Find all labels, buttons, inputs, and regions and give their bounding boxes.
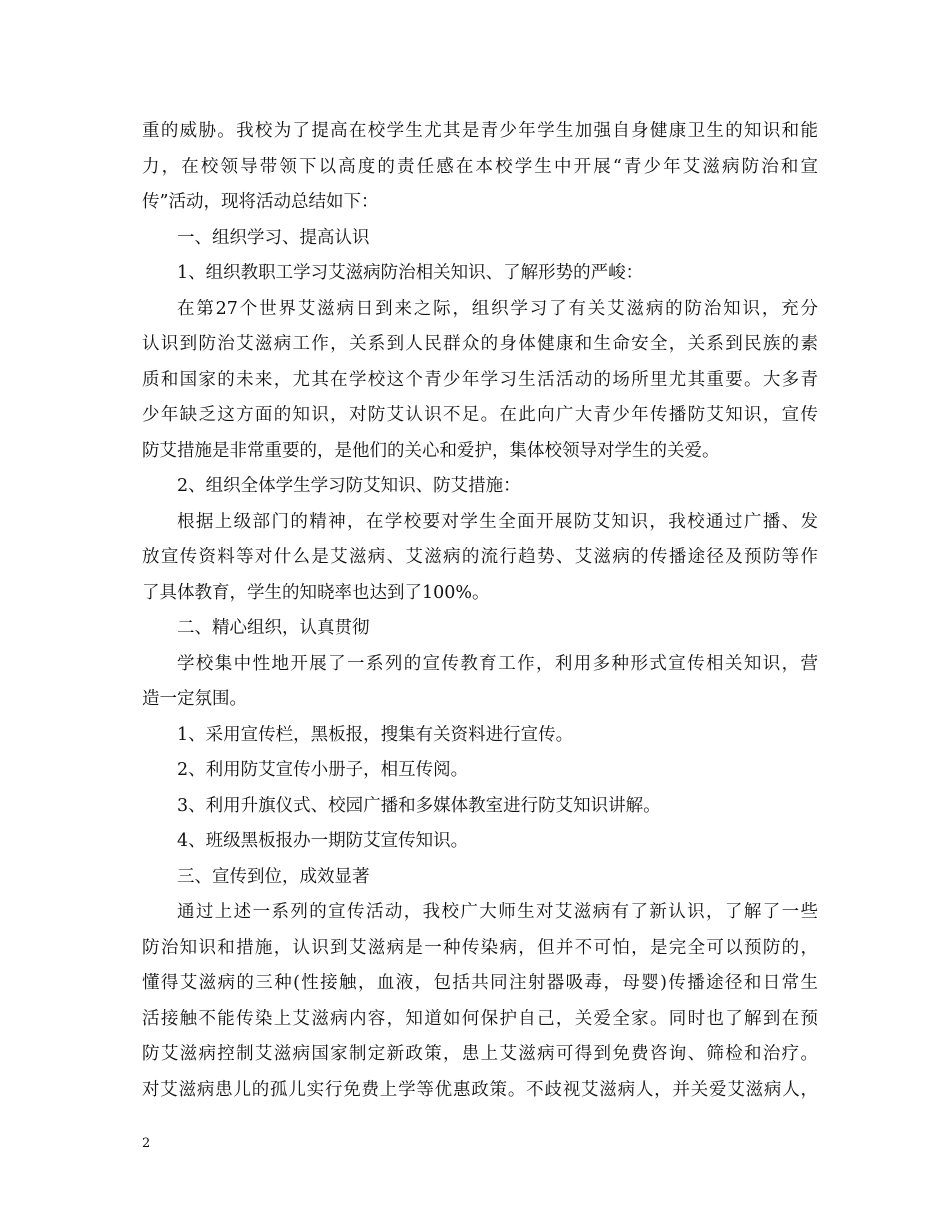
text-line: 三、宣传到位，成效显著 <box>177 866 370 887</box>
text-line: 造一定氛围。 <box>142 689 247 709</box>
text-line: 懂得艾滋病的三种(性接触，血液，包括共同注射器吸毒，母婴)传播途径和日常生 <box>142 973 818 993</box>
page-number: 2 <box>142 1136 151 1151</box>
text-line: 3、利用升旗仪式、校园广播和多媒体教室进行防艾知识讲解。 <box>177 795 661 816</box>
text-line: 通过上述一系列的宣传活动，我校广大师生对艾滋病有了新认识，了解了一些 <box>177 902 818 922</box>
text-line: 少年缺乏这方面的知识，对防艾认识不足。在此向广大青少年传播防艾知识，宣传 <box>142 405 818 425</box>
text-line: 4、班级黑板报办一期防艾宣传知识。 <box>177 831 469 851</box>
text-line: 了具体教育，学生的知晓率也达到了100%。 <box>142 582 490 603</box>
text-line: 力，在校领导带领下以高度的责任感在本校学生中开展“青少年艾滋病防治和宣 <box>142 156 818 177</box>
text-line: 在第27个世界艾滋病日到来之际，组织学习了有关艾滋病的防治知识，充分 <box>177 298 818 319</box>
text-line: 重的威胁。我校为了提高在校学生尤其是青少年学生加强自身健康卫生的知识和能 <box>142 121 818 141</box>
text-line: 根据上级部门的精神，在学校要对学生全面开展防艾知识，我校通过广播、发 <box>177 511 818 532</box>
text-line: 二、精心组织，认真贯彻 <box>177 618 370 638</box>
text-line: 传”活动，现将活动总结如下： <box>142 192 379 212</box>
text-line: 活接触不能传染上艾滋病内容，知道如何保护自己，关爱全家。同时也了解到在预 <box>142 1008 818 1029</box>
text-line: 认识到防治艾滋病工作，关系到人民群众的身体健康和生命安全，关系到民族的素 <box>142 334 818 354</box>
text-line: 防治知识和措施，认识到艾滋病是一种传染病，但并不可怕，是完全可以预防的， <box>142 937 818 958</box>
document-body <box>142 114 818 1108</box>
text-line: 1、组织教职工学习艾滋病防治相关知识、了解形势的严峻： <box>177 263 644 283</box>
text-line: 2、组织全体学生学习防艾知识、防艾措施： <box>177 476 521 496</box>
text-line: 一、组织学习、提高认识 <box>177 227 370 248</box>
text-line: 质和国家的未来，尤其在学校这个青少年学习生活活动的场所里尤其重要。大多青 <box>142 369 818 390</box>
text-line: 防艾滋病控制艾滋病国家制定新政策，患上艾滋病可得到免费咨询、筛检和治疗。 <box>142 1044 818 1064</box>
text-line: 2、利用防艾宣传小册子，相互传阅。 <box>177 760 469 780</box>
text-line: 放宣传资料等对什么是艾滋病、艾滋病的流行趋势、艾滋病的传播途径及预防等作 <box>142 547 818 567</box>
text-line: 防艾措施是非常重要的，是他们的关心和爱护，集体校领导对学生的关爱。 <box>142 440 720 461</box>
text-line: 1、采用宣传栏，黑板报，搜集有关资料进行宣传。 <box>177 724 574 745</box>
text-line: 学校集中性地开展了一系列的宣传教育工作，利用多种形式宣传相关知识，营 <box>177 653 818 674</box>
text-line: 对艾滋病患儿的孤儿实行免费上学等优惠政策。不歧视艾滋病人，并关爱艾滋病人， <box>142 1079 818 1100</box>
